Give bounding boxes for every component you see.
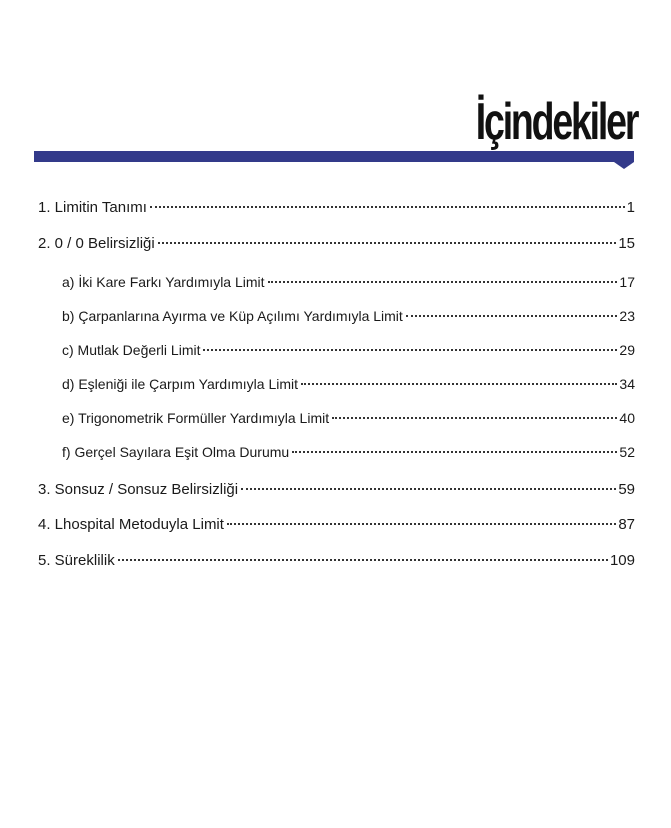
toc-entry-label: e) Trigonometrik Formüller Yardımıyla Limit [62,410,330,426]
toc-subentry[interactable] [62,340,635,360]
page-title: İçindekiler [475,93,637,151]
dot-leader [292,451,617,453]
toc-subentry[interactable] [62,306,635,326]
toc-page-number: 15 [618,235,635,252]
toc-entry-label: 2. 0 / 0 Belirsizliği [38,235,155,252]
toc-entry[interactable] [38,198,635,218]
toc-entry-label: 3. Sonsuz / Sonsuz Belirsizliği [38,481,239,498]
toc-subentry[interactable] [62,272,635,292]
toc-entry-label: 1. Limitin Tanımı [38,199,147,216]
toc-page-number: 87 [618,516,635,533]
dot-leader [118,559,608,561]
toc-entry-label: 5. Süreklilik [38,552,115,569]
dot-leader [406,315,618,317]
toc-page-number: 59 [618,481,635,498]
toc-subentry[interactable] [62,408,635,428]
dot-leader [332,417,617,419]
toc-entry-label: d) Eşleniği ile Çarpım Yardımıyla Limit [62,376,299,392]
dot-leader [241,488,616,490]
toc-entry[interactable] [38,551,635,571]
dot-leader [227,523,616,525]
dot-leader [158,242,617,244]
toc-entry[interactable] [38,480,635,500]
toc-entry-label: c) Mutlak Değerli Limit [62,342,201,358]
dot-leader [301,383,617,385]
toc-entry-label: a) İki Kare Farkı Yardımıyla Limit [62,274,265,290]
toc-page-number: 23 [619,308,635,324]
toc-page-number: 29 [619,342,635,358]
dot-leader [150,206,625,208]
toc-entry[interactable] [38,515,635,535]
dot-leader [203,349,617,351]
toc-page-number: 40 [619,410,635,426]
toc-page-number: 34 [619,376,635,392]
toc-page-number: 52 [619,444,635,460]
toc-entry-label: 4. Lhospital Metoduyla Limit [38,516,224,533]
toc-subentry[interactable] [62,442,635,462]
toc-page-number: 1 [626,199,635,216]
toc-entry[interactable] [38,234,635,254]
toc-subentry[interactable] [62,374,635,394]
dot-leader [268,281,618,283]
toc-page-number: 17 [619,274,635,290]
toc-entry-label: f) Gerçel Sayılara Eşit Olma Durumu [62,444,290,460]
toc-entry-label: b) Çarpanlarına Ayırma ve Küp Açılımı Yardımıyla Limit [62,308,403,324]
toc-page-number: 109 [609,552,635,569]
